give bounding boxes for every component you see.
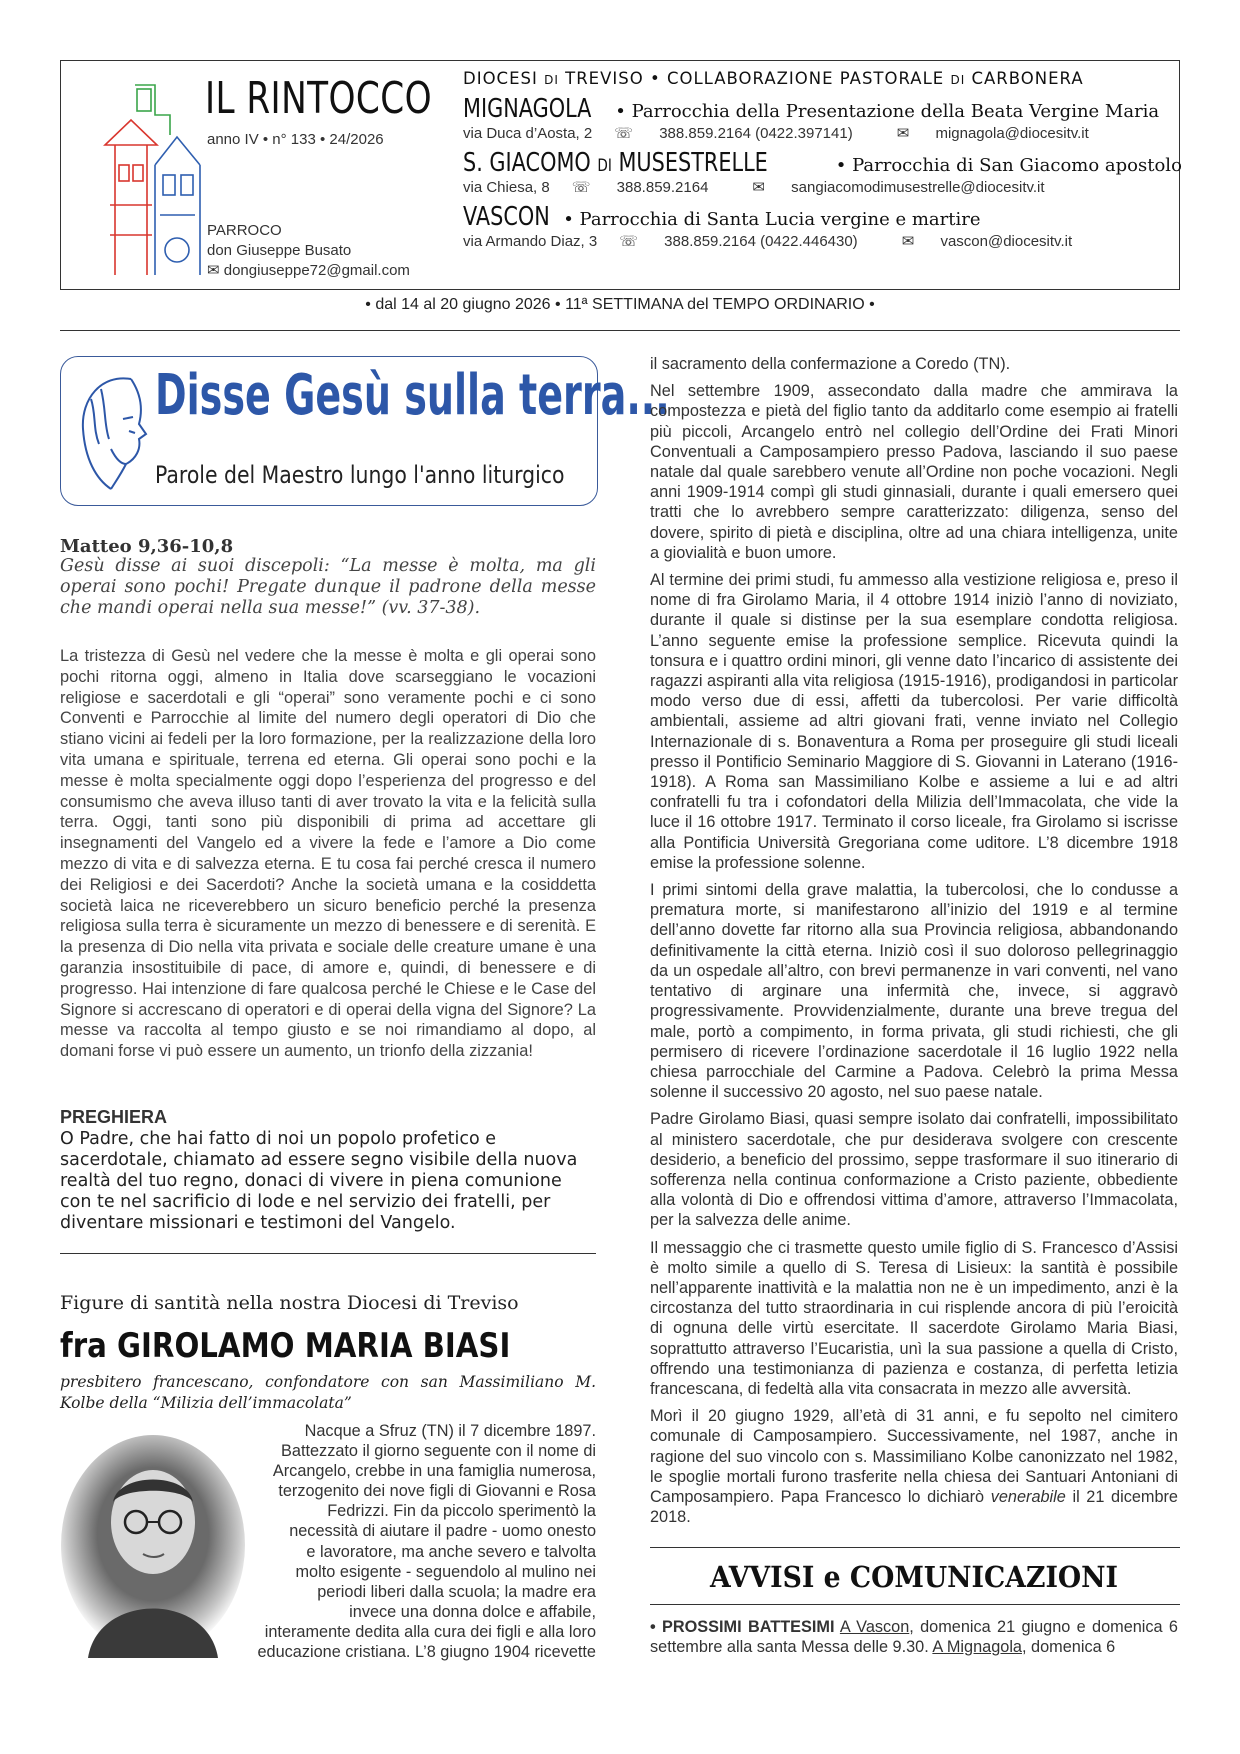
- bio-paragraph: Nel settembre 1909, assecondato dalla madre che ammirava la compostezza e pietà del figlio tanto da additarlo come esempio ai fratelli più piccoli, Arcangelo entrò nel collegio dell’Ordine dei Frati Minori Conventuali a Camposampiero presso Padova, lasciando il suo paese natale dal quale sarebbero venute all’Ordine non poche vocazioni. Negli anni 1909-1914 compì gli studi ginnasiali, durante i quali emersero quei tratti che lo avrebbero sempre caratterizzato: diligenza, senso del dovere, spirito di pietà e disciplina, oltre ad una chiara intelligenza, unite a giovialità e buon umore.: [650, 382, 1178, 562]
- figure-bio-continued: [650, 354, 1178, 1534]
- portrait-photo: [58, 1432, 248, 1658]
- figure-subtitle: presbitero francescano, confondatore con san Massimiliano M. Kolbe della “Milizia dell’immacolata”: [60, 1373, 596, 1412]
- parroco-label: PARROCO: [207, 222, 282, 239]
- masthead: [60, 60, 1180, 290]
- mail-icon: ✉: [896, 125, 914, 142]
- avvisi-heading: AVVISI e COMUNICAZIONI: [709, 1560, 1119, 1594]
- parish-contacts: via Duca d’Aosta, 2 ☏ 388.859.2164 (0422.397141) ✉ mignagola@diocesitv.it: [463, 125, 1089, 142]
- gospel-reference: Matteo 9,36-10,8: [60, 536, 234, 557]
- parish-contacts: via Armando Diaz, 3 ☏ 388.859.2164 (0422.446430) ✉ vascon@diocesitv.it: [463, 233, 1073, 250]
- parish-name: MIGNAGOLA: [463, 94, 592, 124]
- parish-vascon: [463, 202, 1173, 232]
- banner-subtitle: Parole del Maestro lungo l'anno liturgico: [155, 461, 565, 489]
- phone-icon: ☏: [614, 125, 638, 142]
- jesus-face-icon: [71, 369, 151, 494]
- parish-sangiacomo: [463, 148, 1182, 178]
- mail-icon: ✉: [901, 233, 919, 250]
- diocesi-line: DIOCESI DI TREVISO • COLLABORAZIONE PASTORALE DI CARBONERA: [463, 69, 1084, 88]
- parroco-email: dongiuseppe72@gmail.com: [223, 262, 410, 279]
- phone-icon: ☏: [571, 179, 595, 196]
- bio-paragraph: I primi sintomi della grave malattia, la tubercolosi, che lo condusse a prematura morte, si manifestarono all’inizio del 1919 e al termine dell’anno dovette far ritorno alla sua Provincia religiosa, abbandonando definitivamente la città eterna. Iniziò così il suo doloroso pellegrinaggio da un ospedale all’altro, con brevi permanenze in vari conventi, nel vano tentativo di arginare una infermità che, invece, si aggravò progressivamente. Provvidenzialmente, durante una breve tregua del male, portò a compimento, in forma privata, gli studi richiesti, che gli permisero di ricevere l’ordinazione sacerdotale il 16 luglio 1922 nella chiesa parrocchiale del Carmine a Padova. Celebrò la prima Messa solenne il successivo 20 agosto, nel suo paese natale.: [650, 881, 1178, 1102]
- divider: [650, 1547, 1180, 1548]
- parroco-block: [207, 221, 410, 281]
- week-line: • dal 14 al 20 giugno 2026 • 11ª SETTIMANA del TEMPO ORDINARIO •: [365, 296, 875, 313]
- parish-mignagola: [463, 94, 1173, 124]
- prayer-heading: PREGHIERA: [60, 1107, 168, 1127]
- mail-icon: ✉: [207, 262, 224, 279]
- parish-desc: • Parrocchia di San Giacomo apostolo: [830, 155, 1182, 176]
- bio-paragraph: Padre Girolamo Biasi, quasi sempre isolato dai confratelli, impossibilitato al ministero sacerdotale, che pur desiderava svolgere con crescente desiderio, a beneficio del prossimo, seppe trasformare il suo itinerario di sofferenza nella continua conformazione a Cristo paziente, obbediente alla volontà di Dio e offrendosi vittima d’amore, attraverso l’Immacolata, per la salvezza delle anime.: [650, 1110, 1178, 1230]
- figure-section-title: Figure di santità nella nostra Diocesi di Treviso: [60, 1292, 519, 1314]
- gospel-quote: Gesù disse ai suoi discepoli: “La messe è molta, ma gli operai sono pochi! Pregate dunque il padrone della messe che mandi operai nella sua messe!” (vv. 37-38).: [60, 556, 596, 618]
- parroco-name: don Giuseppe Busato: [207, 242, 352, 259]
- avvisi-text: • PROSSIMI BATTESIMI A Vascon, domenica 21 giugno e domenica 6 settembre alla santa Messa delle 9.30. A Mignagola, domenica 6: [650, 1618, 1178, 1657]
- banner-title: Disse Gesù sulla terra...: [155, 363, 670, 428]
- issue-number: anno IV • n° 133 • 24/2026: [207, 131, 384, 148]
- divider: [60, 1253, 596, 1254]
- gospel-commentary: La tristezza di Gesù nel vedere che la messe è molta e gli operai sono pochi ritorna oggi, almeno in Italia dove scarseggiano le vocazioni religiose e sacerdotali e gli “operai” sono veramente pochi e ci sono Conventi e Parrocchie al limite del numero degli operatori di Dio che stiano vicini ai fedeli per la loro formazione, per la realizzazione della loro vita umana e spirituale, terrena ed eterna. Gli operai sono pochi e la messe è molta specialmente oggi dopo l’esperienza del progresso e del consumismo che aveva illuso tanti di aver trovato la vita e la felicità sulla terra. Oggi, tanti sono più disponibili di prima ad accettare gli insegnamenti del Vangelo ed a vivere la fede e l’amore a Dio come mezzo di vita e di salvezza eterna. E tu cosa fai perché cresca il numero dei Religiosi e dei Sacerdoti? Anche la società umana e la cosiddetta società laica ne riceverebbero un sicuro beneficio perché la presenza religiosa sulla terra è sicuramente un mezzo di benessere e di serenità. E la presenza di Dio nella vita privata e sociale delle creature umane è una garanzia insostituibile di pace, di amore e, quindi, di benessere e di progresso. Hai intenzione di fare qualcosa perché le Chiese e le Case del Signore si accrescano di operatori e di operai della vigna del Signore? La messe va raccolta al tempo giusto e se noi rimandiamo al dopo, al domani forse vi può essere un aumento, un trionfo della zizzania!: [60, 647, 596, 1061]
- bio-paragraph: Al termine dei primi studi, fu ammesso alla vestizione religiosa e, preso il nome di fra Girolamo Maria, il 4 ottobre 1914 iniziò l’anno di noviziato, durante il quale si distinse per la sua esemplare condotta religiosa. L’anno seguente emise la professione semplice. Ricevuta quindi la tonsura e i quattro ordini minori, gli venne dato l’incarico di assistente dei ragazzi aspiranti alla vita religiosa (1915-1916), prodigandosi in particolar modo verso due di essi, affetti da tubercolosi. Per varie difficoltà ambientali, assieme ad altri giovani frati, venne inviato nel Collegio Internazionale di s. Bonaventura a Roma per proseguire gli studi liceali presso il Pontificio Seminario Maggiore di S. Giovanni in Laterano (1916-1918). A Roma san Massimiliano Kolbe e assieme a lui e ad altri confratelli fu tra i cofondatori della Milizia dell’Immacolata, che vide la luce il 16 ottobre 1917. Terminato il corso liceale, fra Girolamo si iscrisse alla Pontificia Università Gregoriana come uditore. L’8 dicembre 1918 emise la professione solenne.: [650, 571, 1178, 872]
- parish-desc: • Parrocchia di Santa Lucia vergine e martire: [557, 209, 981, 230]
- parish-contacts: via Chiesa, 8 ☏ 388.859.2164 ✉ sangiacomodimusestrelle@diocesitv.it: [463, 179, 1045, 196]
- bio-paragraph: il sacramento della confermazione a Coredo (TN).: [650, 355, 1011, 373]
- phone-icon: ☏: [619, 233, 643, 250]
- gospel-banner: [60, 356, 670, 506]
- bio-paragraph: Morì il 20 giugno 1929, all’età di 31 anni, e fu sepolto nel cimitero comunale di Camposampiero. Successivamente, nel 1987, anche in ragione del suo vincolo con s. Massimiliano Kolbe canonizzato nel 1982, le spoglie mortali furono trasferite nella chiesa dei Santuari Antoniani di Camposampiero. Papa Francesco lo dichiarò venerabile il 21 dicembre 2018.: [650, 1407, 1178, 1527]
- prayer-text: O Padre, che hai fatto di noi un popolo profetico e sacerdotale, chiamato ad essere segno visibile della nuova realtà del tuo regno, donaci di vivere in piena comunione con te nel sacrificio di lode e nel servizio dei fratelli, per diventare missionari e testimoni del Vangelo.: [60, 1129, 578, 1233]
- mail-icon: ✉: [752, 179, 770, 196]
- parish-name: VASCON: [463, 202, 550, 232]
- figure-bio: Nacque a Sfruz (TN) il 7 dicembre 1897. Battezzato il giorno seguente con il nome di Arcangelo, crebbe in una famiglia numerosa, terzogenito dei nove figli di Giovanni e Rosa Fedrizzi. Fin da piccolo sperimentò la necessità di aiutare il padre - uomo onesto e lavoratore, ma anche severo e talvolta molto esigente - seguendolo al mulino nei periodi liberi dalla scuola; la madre era invece una donna dolce e affabile, interamente dedita alla cura dei figli e alla loro educazione cristiana. L’8 giugno 1904 ricevette: [257, 1422, 596, 1662]
- newsletter-title: IL RINTOCCO: [205, 73, 433, 124]
- parish-desc: • Parrocchia della Presentazione della Beata Vergine Maria: [609, 101, 1160, 122]
- divider: [60, 330, 1180, 331]
- parish-name: S. GIACOMO DI MUSESTRELLE: [463, 148, 768, 178]
- bio-paragraph: Il messaggio che ci trasmette questo umile figlio di S. Francesco d’Assisi è molto simile a quello di S. Teresa di Lisieux: la santità è possibile nell’apparente inattività e la malattia non ne è un impedimento, anzi è la circostanza del tutto straordinaria in cui risplende ancora di più l’eroicità di ognuna delle virtù esercitate. Il sacerdote Girolamo Maria Biasi, soprattutto attraverso l’Eucaristia, unì la sua passione a quella di Cristo, offrendo una testimonianza di pazienza e costanza, di perfetta letizia francescana, di fedeltà alla vita consacrata in mezzo alle avversità.: [650, 1238, 1178, 1398]
- parish-list: [463, 69, 1182, 250]
- figure-name: fra GIROLAMO MARIA BIASI: [60, 1326, 511, 1366]
- divider: [650, 1604, 1180, 1605]
